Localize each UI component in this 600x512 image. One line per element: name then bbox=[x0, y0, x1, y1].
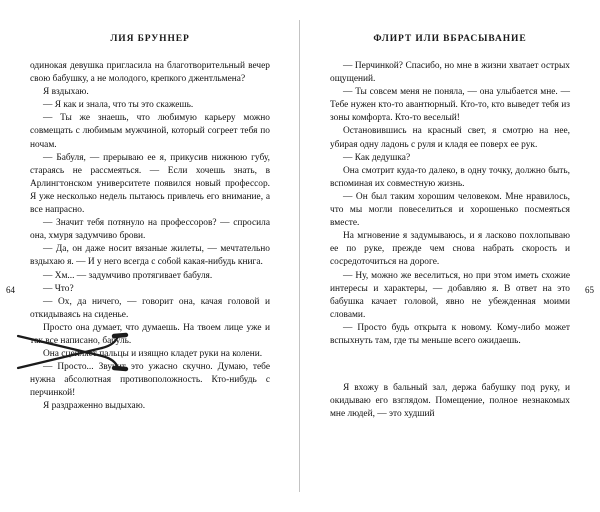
paragraph: — Бабуля, — прерываю ее я, прикусив нижнюю губу, стараясь не рассмеяться. — Если хочешь знать, в Арлингтонском университете появился новый профессор. Я уже несколько недель пытаюсь привлечь его внимание, а все напрасно. bbox=[30, 152, 270, 216]
paragraph: Я раздраженно выдыхаю. bbox=[43, 401, 146, 412]
ornament-spacer bbox=[330, 348, 570, 382]
left-page-running-head: ЛИЯ БРУННЕР bbox=[110, 34, 190, 44]
paragraph: Я вхожу в бальный зал, держа бабушку под руку, и окидываю его взглядом. Помещение, полное незнакомых мне людей, — это худший bbox=[330, 383, 570, 420]
paragraph: Просто она думает, что думаешь. На твоем лице уже и так все написано, бабуль. bbox=[30, 322, 270, 346]
paragraph: Она смотрит куда-то далеко, в одну точку, должно быть, вспоминая их совместную жизнь. bbox=[330, 165, 570, 189]
paragraph: — Перчинкой? Спасибо, но мне в жизни хватает острых ощущений. bbox=[330, 61, 570, 85]
paragraph: — Он был таким хорошим человеком. Мне нравилось, что мы могли повеселиться и хорошенько посмеяться вместе. bbox=[330, 191, 570, 229]
hockey-sticks-ornament-icon bbox=[14, 332, 134, 374]
paragraph: — Ну, можно же веселиться, но при этом иметь схожие интересы и характеры, — добавляю я. В ответ на это бабушка качает головой, явно не убежденная моими словами. bbox=[330, 270, 570, 320]
paragraph: — Как дедушка? bbox=[343, 152, 411, 163]
paragraph: — Что? bbox=[43, 283, 74, 294]
right-page-running-head: ФЛИРТ ИЛИ ВБРАСЫВАНИЕ bbox=[373, 34, 527, 44]
paragraph: Она сцепляет пальцы и изящно кладет руки на колени. bbox=[43, 349, 263, 360]
right-page-folio: 65 bbox=[585, 285, 594, 295]
paragraph: Я вздыхаю. bbox=[43, 87, 89, 98]
right-page bbox=[300, 0, 600, 512]
paragraph: — Просто будь открыта к новому. Кому-либо может вспыхнуть там, где ты меньше всего ожидаешь. bbox=[330, 322, 570, 346]
left-page-folio: 64 bbox=[6, 285, 15, 295]
paragraph: — Ох, да ничего, — говорит она, качая головой и откидываясь на сиденье. bbox=[30, 296, 270, 320]
paragraph: На мгновение я задумываюсь, и я ласково похлопываю ее по руке, прежде чем снова набрать скорость и сосредоточиться на дороге. bbox=[330, 231, 570, 268]
paragraph: — Я как и знала, что ты это скажешь. bbox=[43, 100, 194, 111]
paragraph: одинокая девушка пригласила на благотворительный вечер свою бабушку, а не молодого, крепкого джентльмена? bbox=[30, 61, 270, 85]
paragraph: Остановившись на красный свет, я смотрю на нее, убирая одну ладонь с руля и кладя ее поверх ее рук. bbox=[330, 126, 570, 150]
paragraph: — Значит тебя потянуло на профессоров? — спросила она, хмуря задумчиво брови. bbox=[30, 218, 270, 242]
paragraph: — Ты совсем меня не поняла, — она улыбается мне. — Тебе нужен кто-то авантюрный. Кто-то, кто выведет тебя из зоны комфорта. Кто-то веселый! bbox=[330, 87, 570, 124]
paragraph: — Ты же знаешь, что любимую карьеру можно совмещать с любимым мужчиной, который согреет тебя по ночам. bbox=[30, 113, 270, 150]
paragraph: — Хм... — задумчиво протягивает бабуля. bbox=[43, 270, 213, 281]
paragraph: — Да, он даже носит вязаные жилеты, — мечтательно вздыхаю я. — И у него всегда с собой какая-нибудь книга. bbox=[30, 244, 270, 268]
right-page-body bbox=[330, 60, 570, 421]
paragraph: — Просто... Звучит это ужасно скучно. Думаю, тебе нужна абсолютная противоположность. Кто-нибудь с перчинкой! bbox=[30, 362, 270, 399]
